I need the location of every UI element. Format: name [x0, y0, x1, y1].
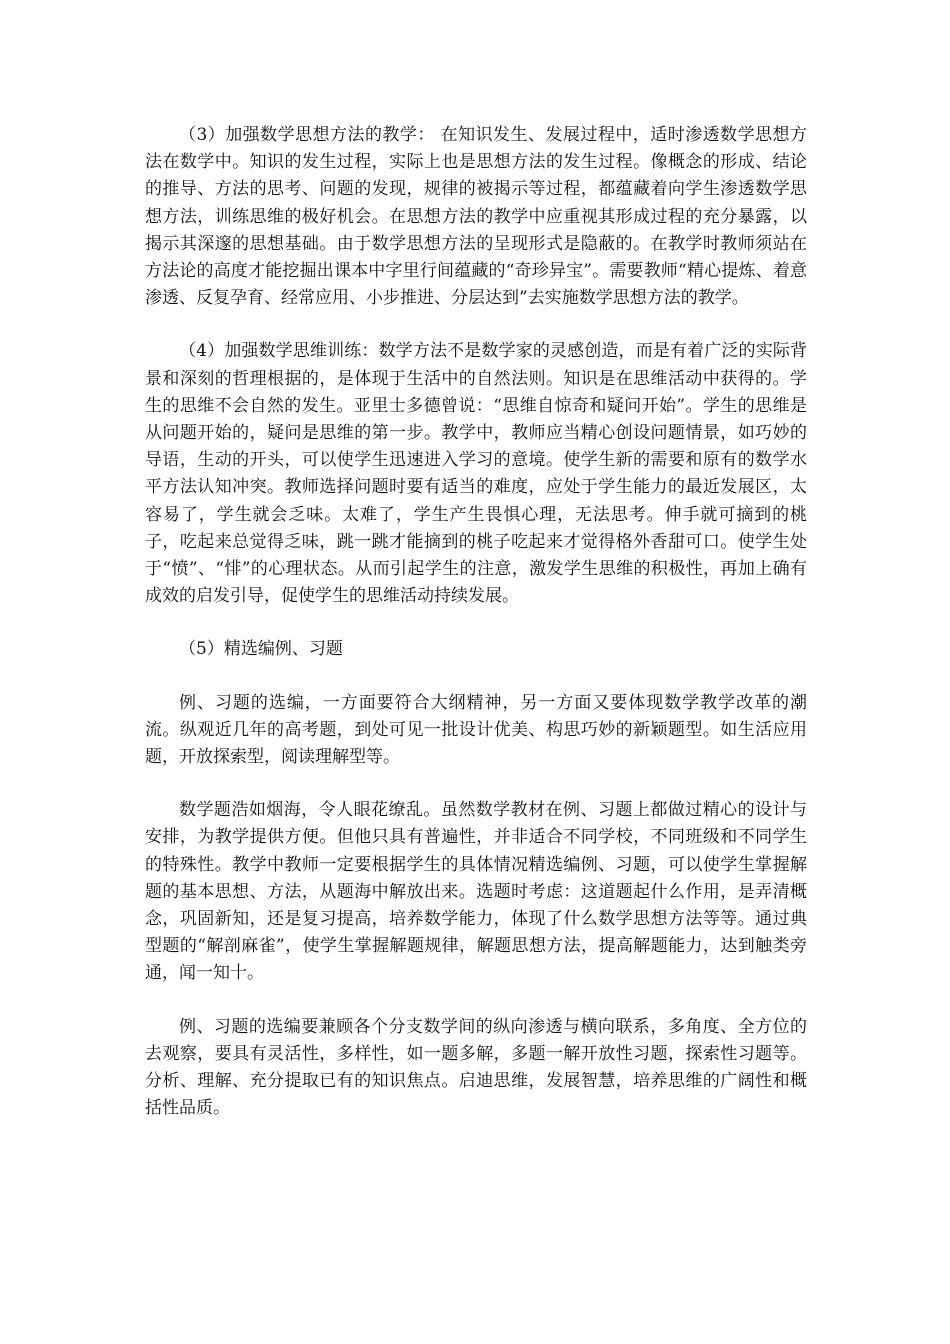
paragraph-4-thinking-training: （4）加强数学思维训练：数学方法不是数学家的灵感创造，而是有着广泛的实际背景和深刻的哲理根据的，是体现于生活中的自然法则。知识是在思维活动中获得的。学生的思维不会自然的发生。亚里士多德曾说：“思维自惊奇和疑问开始”。学生的思维是从问题开始的，疑问是思维的第一步。教学中，教师应当精心创设问题情景，如巧妙的导语，生动的开头，可以使学生迅速进入学习的意境。使学生新的需要和原有的数学水平方法认知冲突。教师选择问题时要有适当的难度，应处于学生能力的最近发展区，太容易了，学生就会乏味。太难了，学生产生畏惧心理，无法思考。伸手就可摘到的桃子，吃起来总觉得乏味，跳一跳才能摘到的桃子吃起来才觉得格外香甜可口。使学生处于“愤”、“悱”的心理状态。从而引起学生的注意，激发学生思维的积极性，再加上确有成效的启发引导，促使学生的思维活动持续发展。 — [145, 341, 807, 607]
section-heading-5-select-examples: （5）精选编例、习题 — [179, 639, 343, 660]
paragraph-3-math-thinking-methods: （3）加强数学思想方法的教学： 在知识发生、发展过程中，适时渗透数学思想方法在数学中。知识的发生过程，实际上也是思想方法的发生过程。像概念的形成、结论的推导、方法的思考、问题的发现，规律的被揭示等过程，都蕴藏着向学生渗透数学思想方法，训练思维的极好机会。在思想方法的教学中应重视其形成过程的充分暴露，以揭示其深邃的思想基础。由于数学思想方法的呈现形式是隐蔽的。在教学时教师须站在方法论的高度才能挖掘出课本中字里行间蕴藏的“奇珍异宝”。需要教师“精心提炼、着意渗透、反复孕育、经常应用、小步推进、分层达到”去实施数学思想方法的教学。 — [145, 125, 807, 309]
paragraph-cross-branch-selection: 例、习题的选编要兼顾各个分支数学间的纵向渗透与横向联系，多角度、全方位的去观察，要具有灵活性，多样性，如一题多解，多题一解开放性习题，探索性习题等。分析、理解、充分提取已有的知识焦点。启迪思维，发展智慧，培养思维的广阔性和概括性品质。 — [145, 1016, 807, 1119]
document-body — [145, 122, 807, 1149]
paragraph-problem-selection: 数学题浩如烟海，令人眼花缭乱。虽然数学教材在例、习题上都做过精心的设计与安排，为教学提供方便。但他只具有普遍性，并非适合不同学校，不同班级和不同学生的特殊性。教学中教师一定要根据学生的具体情况精选编例、习题，可以使学生掌握解题的基本思想、方法，从题海中解放出来。选题时考虑：这道题起什么作用，是弄清概念，巩固新知，还是复习提高，培养数学能力，体现了什么数学思想方法等等。通过典型题的“解剖麻雀”，使学生掌握解题规律，解题思想方法，提高解题能力，达到触类旁通，闻一知十。 — [145, 800, 807, 984]
paragraph-example-selection: 例、习题的选编，一方面要符合大纲精神，另一方面又要体现数学教学改革的潮流。纵观近几年的高考题，到处可见一批设计优美、构思巧妙的新颖题型。如生活应用题，开放探索型，阅读理解型等。 — [145, 692, 807, 768]
